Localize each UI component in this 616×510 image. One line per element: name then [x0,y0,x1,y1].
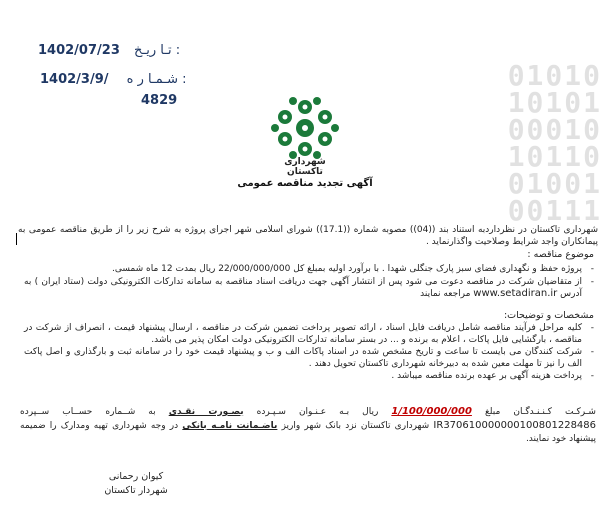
date-row [38,43,180,58]
fee-cash-emphasis: بصـورت نقـدی [168,407,244,417]
list-item: - کلیه مراحل فرآیند مناقصه شامل دریافت فایل اسناد ، ارائه تصویر پرداخت تضمین شرکت در مناقصه ، ارسال پیشنهاد قیمت ، انصراف از شرکت در مناقصه ، بارگشایی فایل پاکات ، اعلام به برنده و ... در بستر سامانه تدارکات الکترونیکی دولت امکان پذیر می باشد. [24,323,596,346]
list-item: - شرکت کنندگان می بایست تا ساعت و تاریخ مشخص شده در اسناد پاکات الف و ب و پیشنهاد قیمت خود را در سامانه ثبت و بارگذاری و اصل پاکت الف را نیز تا مهلت معین شده به دبیرخانه شهرداری تاکستان تحویل دهند . [24,347,596,370]
fee-prefix: شـرکـت کـنـنـدگـان مبلغ [484,407,596,417]
number-value: 1402/3/9/ [40,72,109,87]
fee-guarantee-emphasis: یاضـمانت نامـه بانکی [182,421,278,431]
date-value: 1402/07/23 [38,43,120,58]
number-code: 4829 [141,93,178,108]
text-cursor [16,233,17,245]
refer-text: مراجعه نمایند [420,289,471,299]
watermark-line: 10110 [507,140,602,173]
signature-role: شهردار تاکستان [104,485,168,496]
watermark [372,59,602,227]
subject-list [24,264,596,302]
fee-middle2: به شــماره حســاب ســپرده [20,407,156,417]
subject-heading: موضوع مناقصه : [527,249,594,260]
account-number: IR370610000000100801228486 [433,420,597,431]
watermark-line: 01001 [507,167,602,200]
page-title: آگهی تجدید مناقصه عمومی [237,178,373,189]
fee-suffix: در وجه شهرداری تهیه ومدارک را ضمیمه پیشنهاد خود نمایند. [20,421,596,444]
intro-paragraph: شهرداری تاکستان در نظرداردبه استناد بند ((04)) مصوبه شماره ((17.1)) شورای اسلامی شهر اجرای پروژه به شرح زیر را از طریق مناقصه عمومی به پیمانکاران واجد شرایط وصلاحیت واگذارنماید . [18,225,599,247]
watermark-line: 00111 [507,194,602,227]
specs-list [24,323,596,384]
deposit-paragraph [20,405,596,446]
signature-name: کیوان رحمانی [108,471,164,482]
signature-block [96,470,176,498]
watermark-line: 01010 [507,59,602,92]
number-label: شـمـا ر ه : [126,72,187,87]
fee-middle: ریال بـه عـنـوان سـپـرده [256,407,379,417]
fee-amount: 1/100/000/000 [391,406,472,417]
watermark-line: 10101 [507,86,602,119]
date-label: تـا ریـخ : [134,43,181,58]
fee-middle3: شهرداری تاکستان نزد بانک شهر واریز [281,421,430,431]
number-row [40,72,187,87]
setadiran-link[interactable]: www.setadiran.ir [473,288,558,299]
list-item-text: از متقاضیان شرکت در مناقصه دعوت می شود پس از انتشار آگهی جهت دریافت اسناد مناقصه به سامانه تدارکات الکترونیکی دولت (ستاد ایران ) به آدرس [24,276,582,299]
list-item [24,277,596,301]
watermark-line: 00010 [507,113,602,146]
municipality-logo-icon [269,93,341,163]
list-item: - پرداخت هزینه آگهی بر عهده برنده مناقصه میباشد . [24,371,596,383]
list-item: - پروژه حفظ و نگهداری فضای سبز پارک جنگلی شهدا . با برآورد اولیه بمبلغ کل 22/000/000/000 ریال بمدت 12 ماه شمسی. [24,264,596,276]
specs-heading: مشخصات و توضیحات: [503,310,594,321]
logo-caption: شهرداری تاکستان [284,157,326,177]
